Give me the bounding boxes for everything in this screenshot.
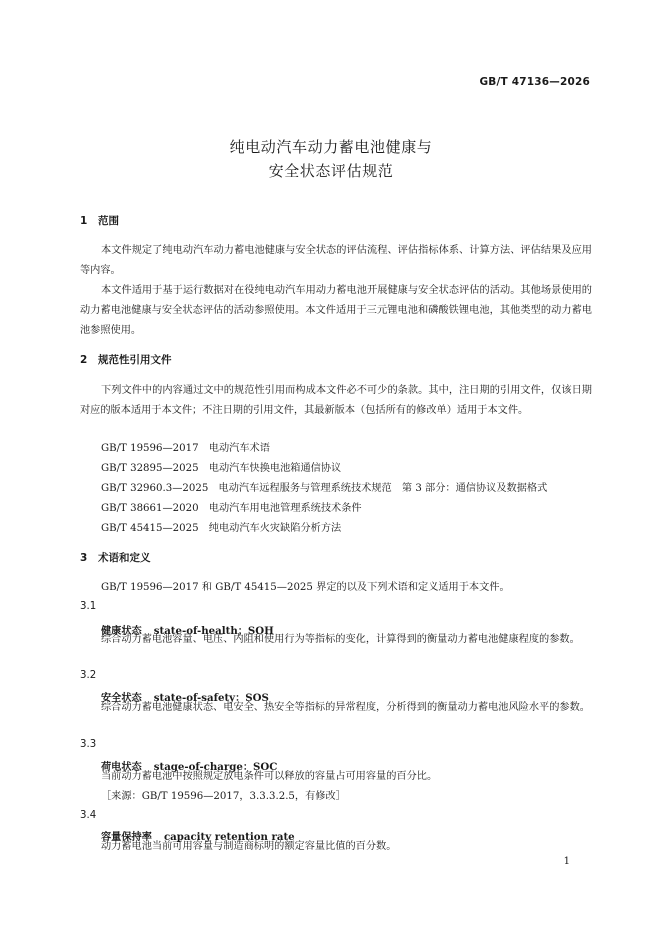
term-definition: 动力蓄电池当前可用容量与制造商标明的额定容量比值的百分数。 [101, 841, 397, 852]
section-number: 2 [80, 354, 88, 366]
term-chinese: 安全状态 [101, 693, 142, 704]
term-english: state-of-health；SOH [153, 625, 274, 637]
term-english: capacity retention rate [163, 831, 295, 843]
normative-reference: GB/T 32960.3—2025 电动汽车远程服务与管理系统技术规范 第 3 部分：通信协议及数据格式 [101, 483, 548, 494]
document-title-line-2: 安全状态评估规范 [268, 162, 394, 180]
normative-reference: GB/T 19596—2017 电动汽车术语 [101, 443, 270, 454]
section-1-heading [80, 213, 119, 228]
term-definition: 综合动力蓄电池容量、电压、内阻和使用行为等指标的变化，计算得到的衡量动力蓄电池健康程度的参数。 [101, 634, 580, 645]
term-chinese: 容量保持率 [101, 832, 152, 843]
section-2-heading [80, 352, 172, 367]
term-number: 3.2 [80, 670, 97, 681]
normative-reference: GB/T 32895—2025 电动汽车快换电池箱通信协议 [101, 463, 342, 474]
section-title: 规范性引用文件 [98, 354, 172, 366]
section-1-paragraph-2: 本文件适用于基于运行数据对在役纯电动汽车用动力蓄电池开展健康与安全状态评估的活动。其他场景使用的动力蓄电池健康与安全状态评估的活动参照使用。本文件适用于三元锂电池和磷酸铁锂电池，其他类型的动力蓄电池参照使用。 [80, 285, 592, 336]
term-number: 3.3 [80, 739, 97, 750]
term-source: ［来源：GB/T 19596—2017，3.3.3.2.5，有修改］ [101, 791, 346, 802]
term-definition: 综合动力蓄电池健康状态、电安全、热安全等指标的异常程度，分析得到的衡量动力蓄电池风险水平的参数。 [101, 702, 590, 713]
section-title: 术语和定义 [98, 552, 151, 564]
section-number: 3 [80, 552, 88, 564]
term-chinese: 健康状态 [101, 626, 142, 637]
page-number: 1 [563, 856, 570, 867]
section-3-intro: GB/T 19596—2017 和 GB/T 45415—2025 界定的以及下列术语和定义适用于本文件。 [101, 582, 510, 593]
document-title-line-1: 纯电动汽车动力蓄电池健康与 [229, 138, 433, 156]
section-number: 1 [80, 215, 88, 227]
term-definition: 当前动力蓄电池中按照规定放电条件可以释放的容量占可用容量的百分比。 [101, 771, 438, 782]
term-chinese: 荷电状态 [101, 762, 142, 773]
normative-reference: GB/T 45415—2025 纯电动汽车火灾缺陷分析方法 [101, 523, 342, 534]
section-2-paragraph: 下列文件中的内容通过文中的规范性引用而构成本文件必不可少的条款。其中，注日期的引用文件，仅该日期对应的版本适用于本文件；不注日期的引用文件，其最新版本（包括所有的修改单）适用于本文件。 [80, 385, 592, 416]
section-title: 范围 [98, 215, 119, 227]
section-1-paragraph-1: 本文件规定了纯电动汽车动力蓄电池健康与安全状态的评估流程、评估指标体系、计算方法、评估结果及应用等内容。 [80, 245, 592, 276]
section-3-heading [80, 550, 151, 565]
term-english: stage-of-charge：SOC [153, 761, 278, 773]
normative-reference: GB/T 38661—2020 电动汽车用电池管理系统技术条件 [101, 503, 362, 514]
term-number: 3.4 [80, 810, 97, 821]
standard-id: GB/T 47136—2026 [479, 76, 590, 88]
term-english: state-of-safety：SOS [153, 692, 269, 704]
term-number: 3.1 [80, 601, 97, 612]
